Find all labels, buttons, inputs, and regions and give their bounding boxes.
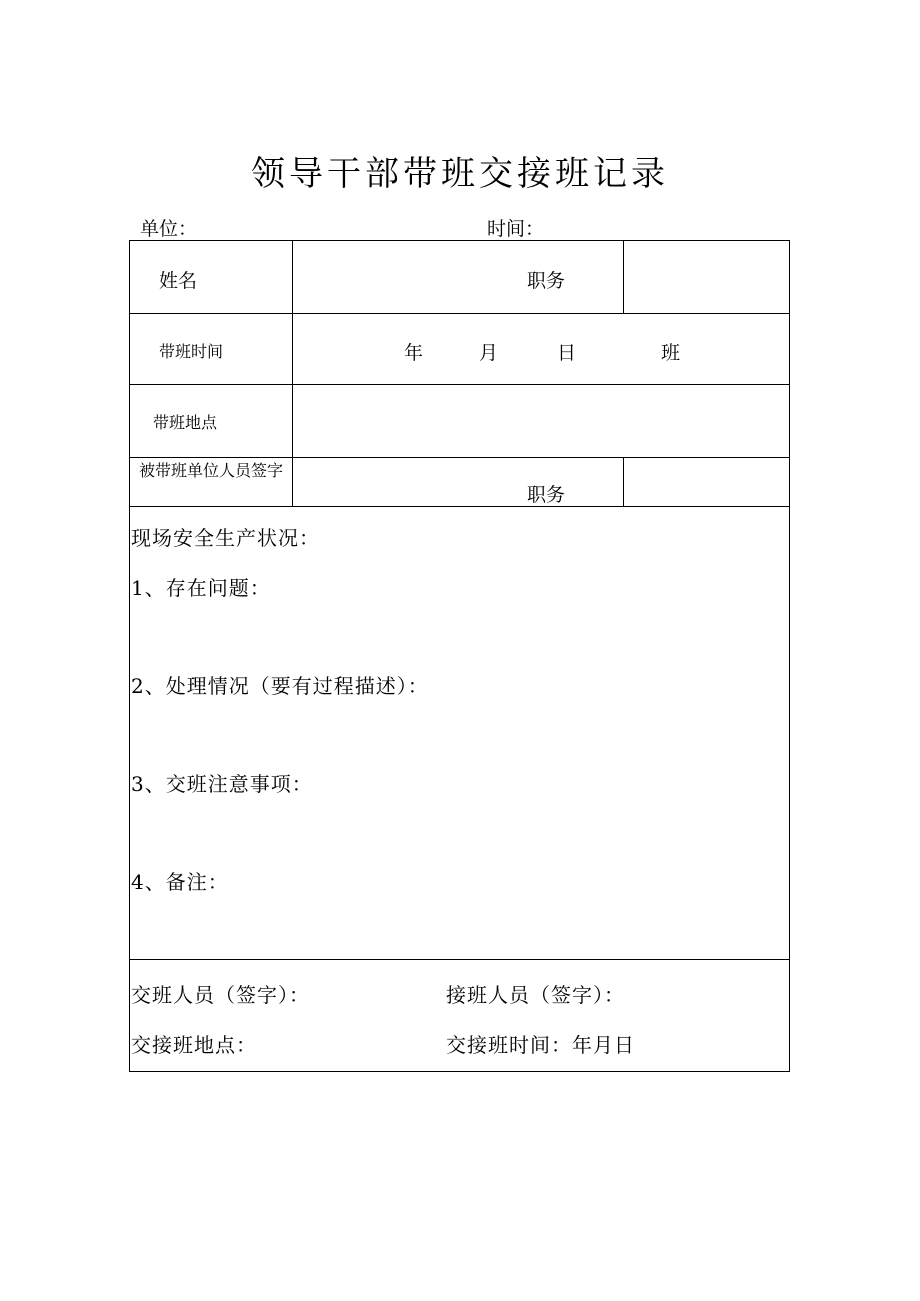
month-label: 月: [479, 342, 499, 364]
table-border-bottom: [129, 1071, 790, 1072]
duty-location-label: 带班地点: [153, 413, 218, 432]
position-label: 职务: [527, 270, 566, 292]
column-divider: [623, 240, 624, 313]
row-divider: [129, 506, 790, 507]
row-divider: [129, 313, 790, 314]
unit-label: 单位：: [140, 218, 198, 240]
status-item-notes: 3、交班注意事项：: [131, 772, 313, 796]
table-border-top: [129, 240, 790, 241]
receiver-person-label: 接班人员（签字）：: [446, 983, 625, 1007]
handover-location-label: 交接班地点：: [131, 1033, 257, 1057]
table-border-right: [789, 240, 790, 1072]
name-label: 姓名: [159, 270, 198, 292]
status-heading: 现场安全生产状况：: [131, 526, 320, 550]
column-divider: [292, 240, 293, 506]
shift-label: 班: [661, 342, 681, 364]
duty-time-label: 带班时间: [159, 342, 224, 361]
row-divider: [129, 959, 790, 960]
row-divider: [129, 457, 790, 458]
page-title: 领导干部带班交接班记录: [251, 154, 669, 194]
row-divider: [129, 384, 790, 385]
table-border-left: [129, 240, 130, 1072]
signee-label: 被带班单位人员签字: [138, 461, 283, 480]
status-item-remarks: 4、备注：: [131, 870, 229, 894]
status-item-issues: 1、存在问题：: [131, 576, 271, 600]
time-label: 时间：: [487, 218, 545, 240]
day-label: 日: [557, 342, 577, 364]
status-item-handling: 2、处理情况（要有过程描述）：: [131, 674, 429, 698]
signee-position-label: 职务: [527, 484, 566, 506]
handover-time-label: 交接班时间：年月日: [446, 1033, 635, 1057]
year-label: 年: [404, 342, 424, 364]
handover-person-label: 交班人员（签字）：: [131, 983, 310, 1007]
column-divider: [623, 457, 624, 506]
